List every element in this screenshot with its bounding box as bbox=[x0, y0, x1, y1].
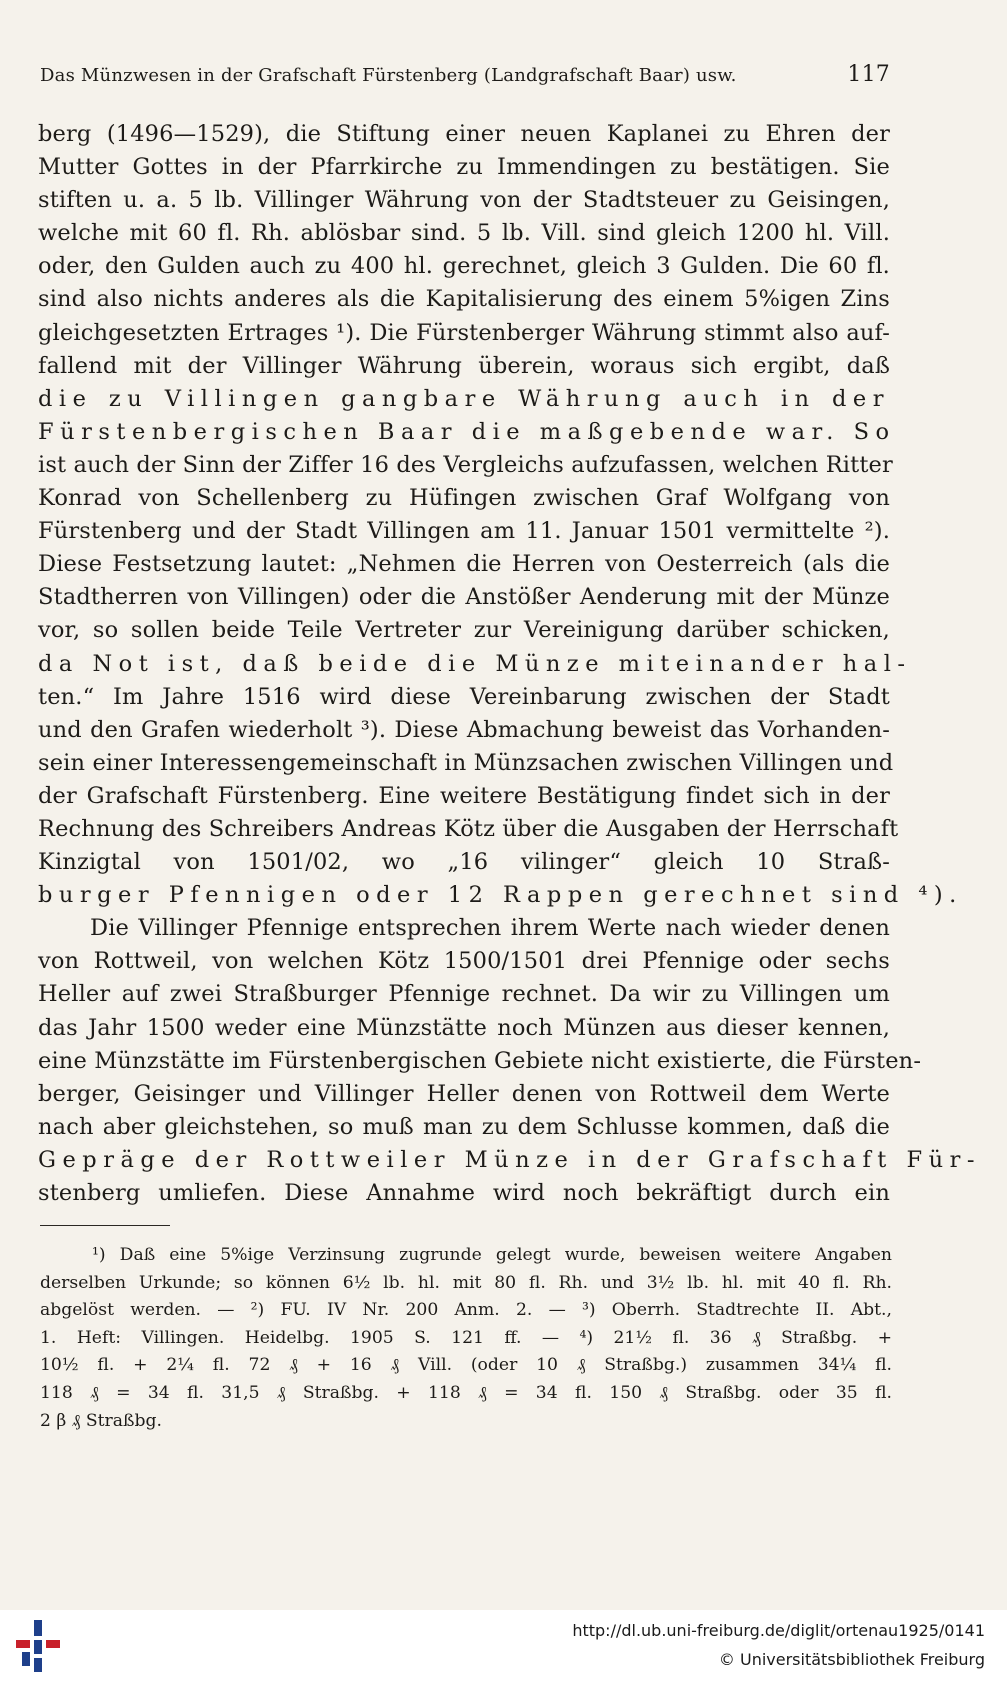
text-line: ist auch der Sinn der Ziffer 16 des Vergleichs aufzufassen, welchen Ritter bbox=[38, 451, 893, 478]
text-line-emphasized: die zu Villingen gangbare Währung auch in der bbox=[38, 385, 890, 412]
text-line: vor, so sollen beide Teile Vertreter zur Vereinigung darüber schicken, bbox=[38, 617, 890, 644]
text-line: von Rottweil, von welchen Kötz 1500/1501 drei Pfennige oder sechs bbox=[38, 948, 890, 975]
footnote-line: 2 β ₰ Straßbg. bbox=[40, 1410, 162, 1431]
footnote-line: derselben Urkunde; so können 6½ lb. hl. mit 80 fl. Rh. und 3½ lb. hl. mit 40 fl. Rh. bbox=[40, 1272, 892, 1293]
source-url-link[interactable]: http://dl.ub.uni-freiburg.de/diglit/ortenau1925/0141 bbox=[572, 1621, 985, 1640]
main-text bbox=[38, 118, 981, 1210]
text-line-emphasized: burger Pfennigen oder 12 Rappen gerechnet sind ⁴). bbox=[38, 882, 963, 909]
text-line: nach aber gleichstehen, so muß man zu dem Schlusse kommen, daß die bbox=[38, 1113, 890, 1140]
text-line: Stadtherren von Villingen) oder die Anstößer Aenderung mit der Münze bbox=[38, 584, 890, 611]
viewer-footer bbox=[0, 1610, 1007, 1681]
text-line: stenberg umliefen. Diese Annahme wird noch bekräftigt durch ein bbox=[38, 1180, 890, 1206]
text-line: berg (1496—1529), die Stiftung einer neuen Kaplanei zu Ehren der bbox=[38, 121, 890, 147]
text-line: eine Münzstätte im Fürstenbergischen Gebiete nicht existierte, die Fürsten- bbox=[38, 1047, 922, 1074]
text-line: berger, Geisinger und Villinger Heller denen von Rottweil dem Werte bbox=[38, 1080, 890, 1107]
text-line: Mutter Gottes in der Pfarrkirche zu Immendingen zu bestätigen. Sie bbox=[38, 154, 890, 181]
text-line: Heller auf zwei Straßburger Pfennige rechnet. Da wir zu Villingen um bbox=[38, 981, 890, 1008]
text-line: Fürstenberg und der Stadt Villingen am 11. Januar 1501 vermittelte ²). bbox=[38, 518, 890, 545]
footnote-line: 10½ fl. + 2¼ fl. 72 ₰ + 16 ₰ Vill. (oder 10 ₰ Straßbg.) zusammen 34¼ fl. bbox=[40, 1355, 892, 1376]
text-line: Diese Festsetzung lautet: „Nehmen die Herren von Oesterreich (als die bbox=[38, 551, 890, 578]
university-library-logo-icon[interactable] bbox=[8, 1618, 68, 1674]
text-line: welche mit 60 fl. Rh. ablösbar sind. 5 lb. Vill. sind gleich 1200 hl. Vill. bbox=[38, 220, 890, 247]
text-line: der Grafschaft Fürstenberg. Eine weitere Bestätigung findet sich in der bbox=[38, 782, 890, 809]
text-line: das Jahr 1500 weder eine Münzstätte noch Münzen aus dieser kennen, bbox=[38, 1014, 890, 1041]
text-line: Rechnung des Schreibers Andreas Kötz über die Ausgaben der Herrschaft bbox=[38, 815, 899, 842]
text-line: Kinzigtal von 1501/02, wo „16 vilinger“ gleich 10 Straß- bbox=[38, 849, 890, 876]
text-line: sein einer Interessengemeinschaft in Münzsachen zwischen Villingen und bbox=[38, 749, 894, 776]
footnotes bbox=[40, 1242, 892, 1435]
text-line-emphasized: Gepräge der Rottweiler Münze in der Grafschaft Für- bbox=[38, 1146, 981, 1173]
text-line-emphasized: da Not ist, daß beide die Münze miteinander hal- bbox=[38, 650, 912, 677]
text-line: und den Grafen wiederholt ³). Diese Abmachung beweist das Vorhanden- bbox=[38, 716, 890, 743]
footnote-divider bbox=[40, 1225, 170, 1226]
text-line-emphasized: Fürstenbergischen Baar die maßgebende war. So bbox=[38, 418, 896, 445]
text-line: fallend mit der Villinger Währung überein, woraus sich ergibt, daß bbox=[38, 352, 890, 379]
footnote-line: 118 ₰ = 34 fl. 31,5 ₰ Straßbg. + 118 ₰ = 34 fl. 150 ₰ Straßbg. oder 35 fl. bbox=[40, 1382, 892, 1403]
copyright-notice: © Universitätsbibliothek Freiburg bbox=[718, 1650, 985, 1669]
text-line: Die Villinger Pfennige entsprechen ihrem Werte nach wieder denen bbox=[90, 915, 890, 942]
page-number: 117 bbox=[847, 62, 890, 87]
text-line: stiften u. a. 5 lb. Villinger Währung von der Stadtsteuer zu Geisingen, bbox=[38, 187, 890, 214]
text-line: Konrad von Schellenberg zu Hüfingen zwischen Graf Wolfgang von bbox=[38, 485, 890, 512]
footnote-line: 1. Heft: Villingen. Heidelbg. 1905 S. 121 ff. — ⁴) 21½ fl. 36 ₰ Straßbg. + bbox=[40, 1327, 892, 1348]
text-line: oder, den Gulden auch zu 400 hl. gerechnet, gleich 3 Gulden. Die 60 fl. bbox=[38, 253, 890, 280]
text-line: ten.“ Im Jahre 1516 wird diese Vereinbarung zwischen der Stadt bbox=[38, 683, 890, 710]
footnote-line: abgelöst werden. — ²) FU. IV Nr. 200 Anm. 2. — ³) Oberrh. Stadtrechte II. Abt., bbox=[40, 1300, 892, 1321]
running-head-title: Das Münzwesen in der Grafschaft Fürstenberg (Landgrafschaft Baar) usw. bbox=[40, 65, 737, 86]
footnote-line: ¹) Daß eine 5%ige Verzinsung zugrunde gelegt wurde, beweisen weitere Angaben bbox=[92, 1245, 892, 1265]
text-line: gleichgesetzten Ertrages ¹). Die Fürstenberger Währung stimmt also auf- bbox=[38, 319, 890, 346]
running-head bbox=[40, 62, 890, 87]
text-line: sind also nichts anderes als die Kapitalisierung des einem 5%igen Zins bbox=[38, 286, 890, 313]
